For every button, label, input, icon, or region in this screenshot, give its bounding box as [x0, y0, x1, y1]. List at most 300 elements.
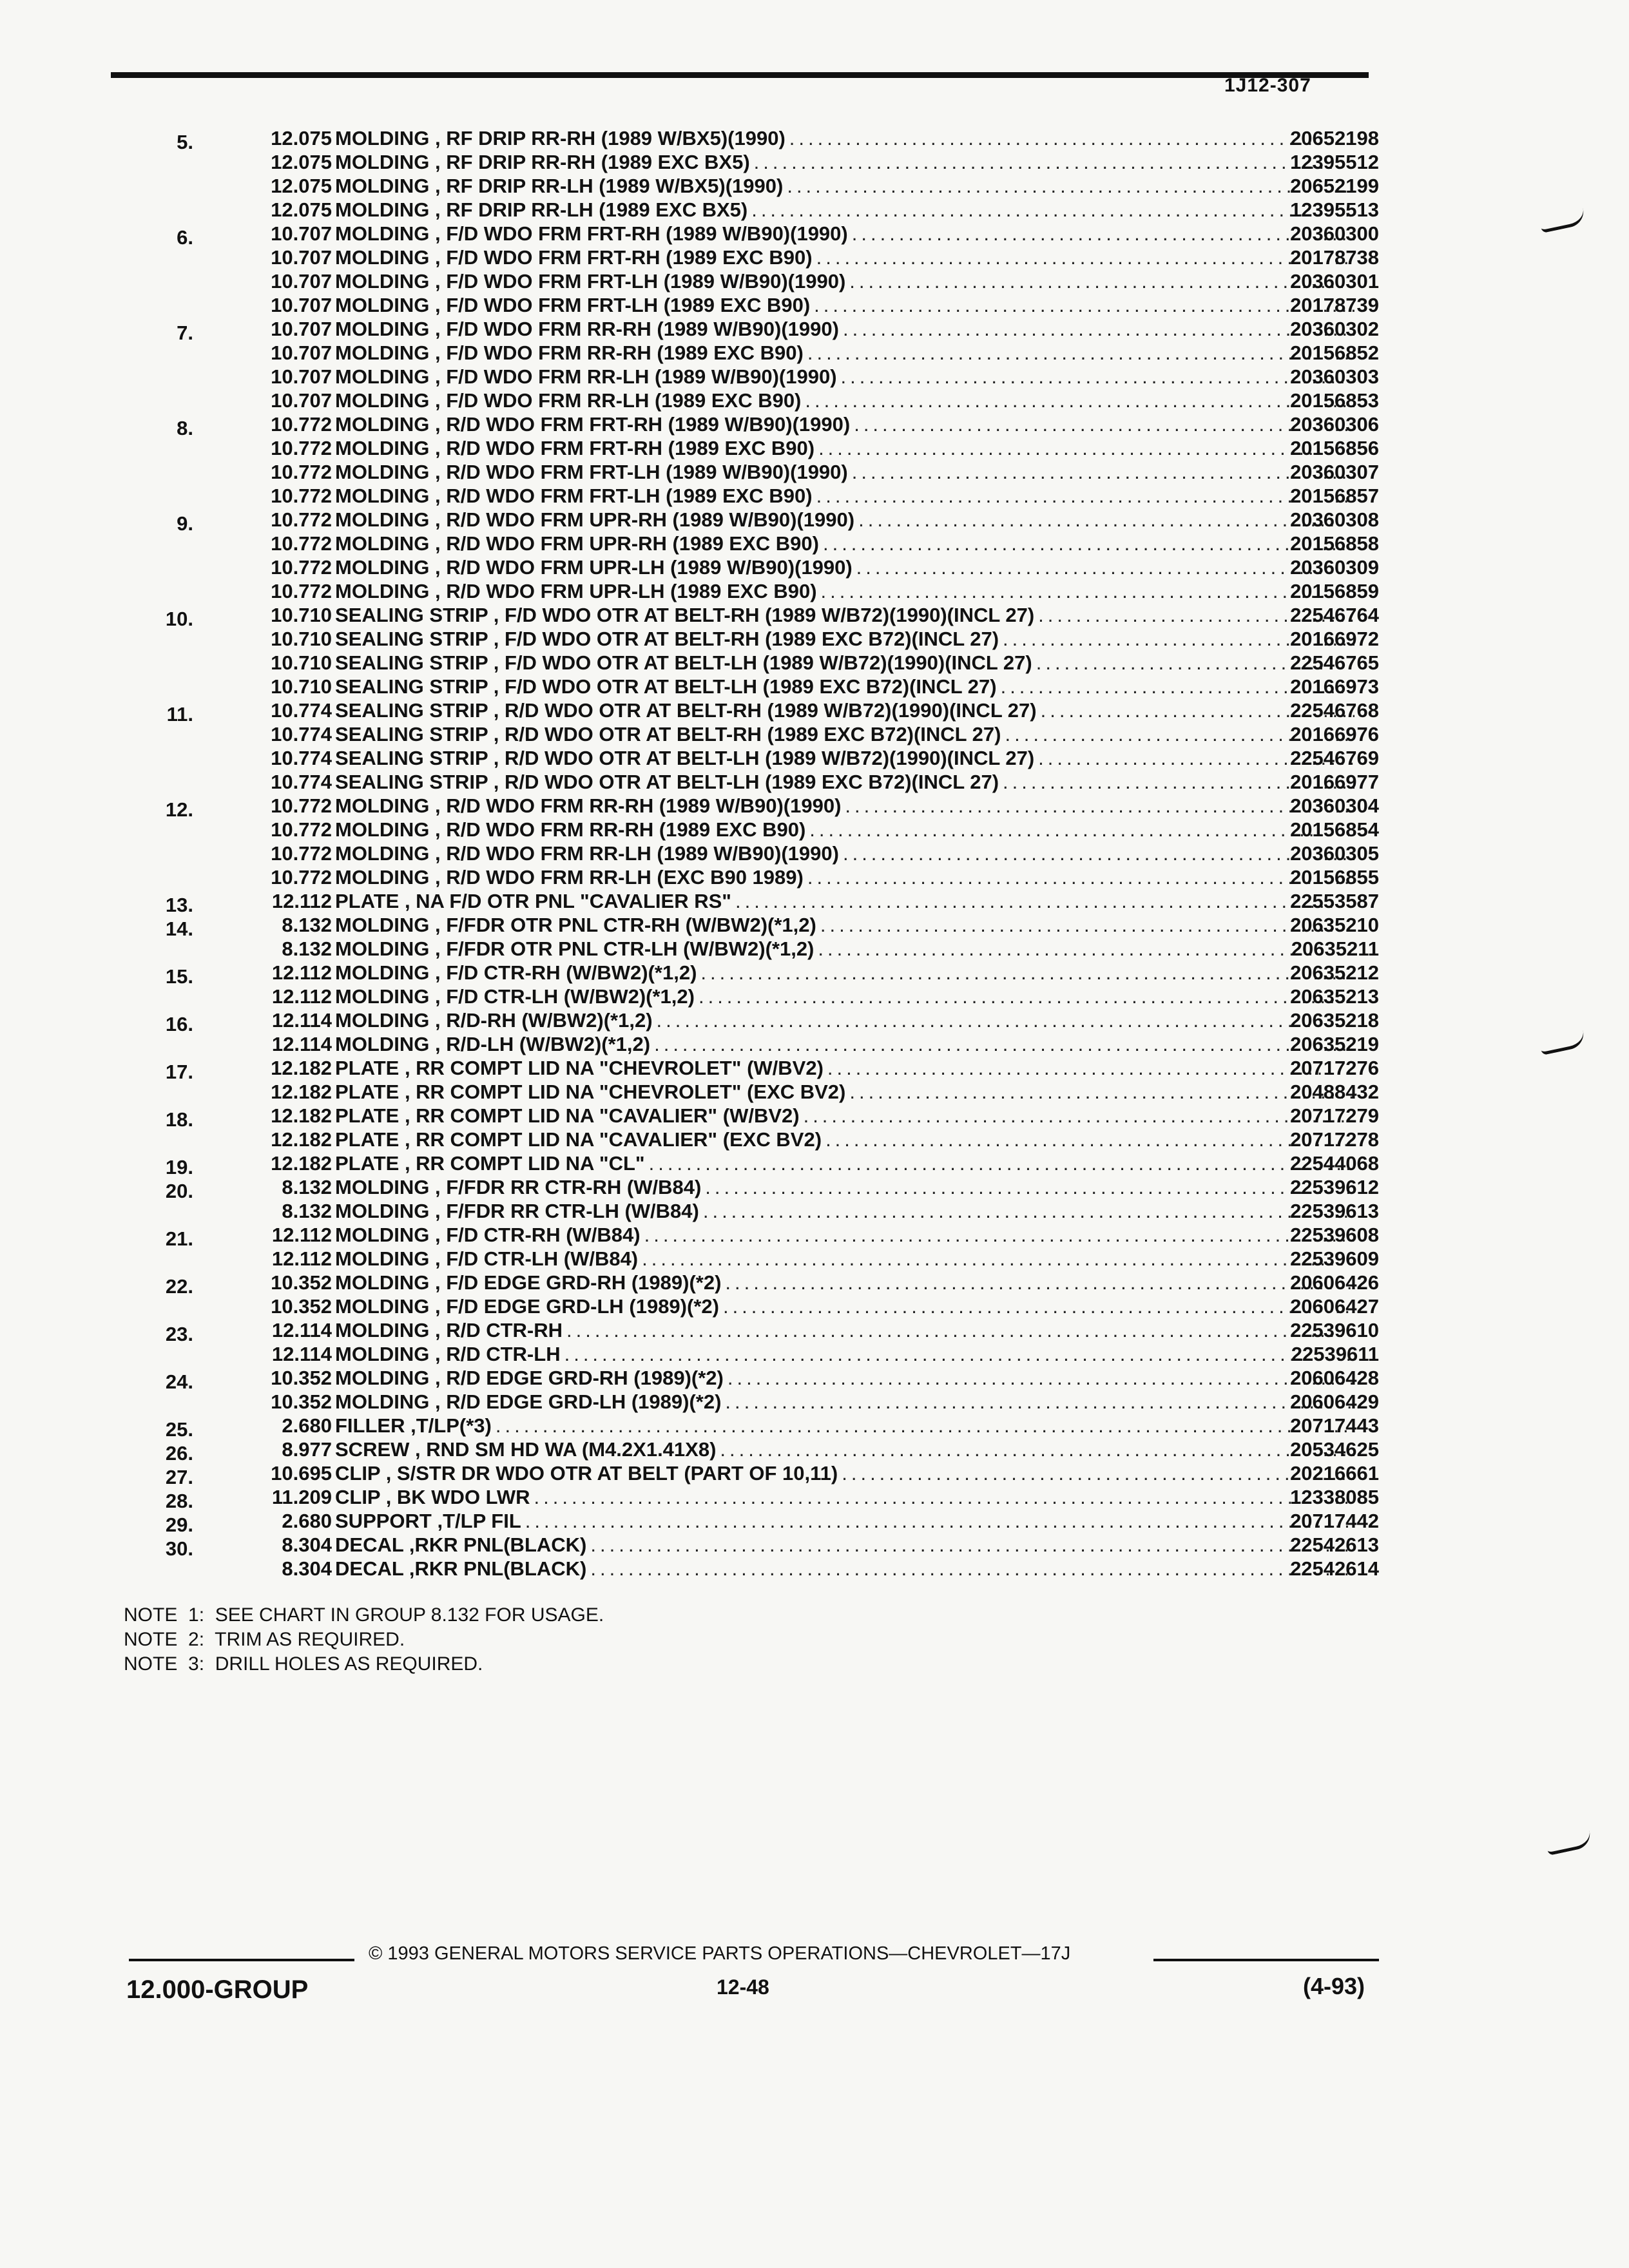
part-description-text — [335, 913, 820, 937]
part-row — [116, 1533, 1379, 1560]
part-description-text — [335, 222, 852, 245]
part-row — [116, 1199, 1379, 1223]
part-group-number: 12.112 — [271, 961, 332, 984]
part-number: 20156854 — [1290, 818, 1379, 841]
part-group-number: 8.132 — [282, 914, 332, 936]
part-detail: , F/FDR OTR PNL CTR-RH (W/BW2)(*1,2) — [435, 914, 816, 936]
part-name: MOLDING — [335, 580, 430, 602]
part-description — [335, 1128, 1354, 1151]
part-row — [116, 317, 1379, 344]
part-detail: , F/D EDGE GRD-RH (1989)(*2) — [435, 1271, 722, 1294]
part-description — [335, 579, 1354, 603]
part-group-number: 10.772 — [271, 413, 332, 436]
part-name: SEALING STRIP — [335, 675, 488, 698]
part-row — [116, 603, 1379, 630]
part-ref-number: 15. — [165, 965, 193, 988]
part-group-number: 10.352 — [271, 1271, 332, 1294]
part-group-number: 10.772 — [271, 580, 332, 602]
part-name: MOLDING — [335, 1295, 430, 1318]
part-group-number: 10.707 — [271, 246, 332, 269]
part-description-text — [335, 651, 1036, 675]
part-detail: , R/D WDO FRM UPR-RH (1989 EXC B90) — [435, 532, 819, 555]
part-description — [335, 675, 1354, 698]
part-detail: , R/D EDGE GRD-RH (1989)(*2) — [435, 1367, 724, 1389]
part-name: CLIP — [335, 1462, 381, 1485]
part-name: MOLDING — [335, 1247, 430, 1270]
part-description — [335, 460, 1354, 484]
part-number: 20156859 — [1290, 580, 1379, 602]
part-name: MOLDING — [335, 222, 430, 245]
part-group-number: 8.132 — [282, 937, 332, 960]
part-number: 20360306 — [1290, 413, 1379, 436]
part-name: SUPPORT — [335, 1510, 432, 1532]
part-detail: , RR COMPT LID NA "CHEVROLET" (W/BV2) — [404, 1057, 824, 1079]
part-detail: ,RKR PNL(BLACK) — [409, 1533, 587, 1556]
part-number: 22542614 — [1290, 1557, 1379, 1580]
part-row — [116, 1271, 1379, 1298]
part-detail: , R/D WDO FRM FRT-RH (1989 EXC B90) — [435, 437, 815, 459]
part-group-number: 10.772 — [271, 485, 332, 507]
part-name: DECAL — [335, 1557, 404, 1580]
part-detail: , R/D WDO FRM UPR-RH (1989 W/B90)(1990) — [435, 508, 855, 531]
part-number: 20166973 — [1290, 675, 1379, 698]
part-number: 20635218 — [1290, 1009, 1379, 1032]
part-number: 20360301 — [1290, 270, 1379, 293]
part-detail: , F/D EDGE GRD-LH (1989)(*2) — [435, 1295, 719, 1318]
part-detail: , R/D WDO OTR AT BELT-RH (1989 W/B72)(1990)(INCL 27) — [493, 699, 1037, 722]
part-description-text — [335, 150, 754, 174]
part-description-text — [335, 794, 845, 818]
part-row — [116, 794, 1379, 821]
part-number: 12395512 — [1290, 151, 1379, 173]
part-ref-number: 29. — [165, 1514, 193, 1536]
part-group-number: 12.114 — [271, 1319, 332, 1341]
part-description — [335, 865, 1354, 889]
part-ref-number: 8. — [177, 417, 193, 439]
part-description — [335, 1318, 1354, 1342]
part-group-number: 8.304 — [282, 1557, 332, 1580]
part-detail: , F/D CTR-LH (W/BW2)(*1,2) — [435, 985, 695, 1008]
part-number: 22546764 — [1290, 604, 1379, 626]
part-group-number: 12.075 — [271, 198, 332, 221]
part-detail: , R/D WDO FRM RR-LH (1989 W/B90)(1990) — [435, 842, 839, 865]
part-row — [116, 365, 1379, 389]
part-ref-number: 13. — [165, 894, 193, 916]
part-number: 20156855 — [1290, 866, 1379, 889]
part-ref-number: 30. — [165, 1537, 193, 1560]
part-number: 20360307 — [1290, 461, 1379, 483]
part-description — [335, 222, 1354, 245]
part-row — [116, 1175, 1379, 1202]
part-description-text — [335, 1294, 723, 1318]
part-group-number: 12.114 — [271, 1009, 332, 1032]
part-ref-number: 12. — [165, 798, 193, 821]
part-name: SEALING STRIP — [335, 604, 488, 626]
part-ref-number: 18. — [165, 1108, 193, 1131]
part-description — [335, 484, 1354, 508]
part-row — [116, 1342, 1379, 1366]
part-name: MOLDING — [335, 151, 430, 173]
part-description-text — [335, 1080, 849, 1104]
part-description — [335, 317, 1354, 341]
part-detail: , R/D WDO FRM RR-LH (EXC B90 1989) — [435, 866, 804, 889]
part-description-text — [335, 985, 699, 1008]
part-number: 22539611 — [1291, 1343, 1379, 1365]
part-group-number: 10.772 — [271, 818, 332, 841]
part-name: PLATE — [335, 1081, 400, 1103]
part-number: 20635219 — [1290, 1033, 1379, 1055]
part-description — [335, 1533, 1354, 1557]
part-description — [335, 365, 1354, 389]
part-row — [116, 746, 1379, 770]
part-description-text — [335, 603, 1038, 627]
part-group-number: 10.695 — [271, 1462, 332, 1485]
part-description — [335, 1056, 1354, 1080]
part-ref-number: 27. — [165, 1466, 193, 1488]
footer-right-rule — [1153, 1959, 1379, 1961]
part-group-number: 10.352 — [271, 1367, 332, 1389]
part-detail: , R/D WDO FRM FRT-LH (1989 W/B90)(1990) — [435, 461, 848, 483]
part-row — [116, 508, 1379, 535]
part-name: PLATE — [335, 1104, 400, 1127]
part-row — [116, 579, 1379, 603]
part-description — [335, 555, 1354, 579]
part-description-text — [335, 484, 816, 508]
part-group-number: 10.707 — [271, 318, 332, 340]
part-detail: , R/D WDO OTR AT BELT-LH (1989 W/B72)(1990)(INCL 27) — [493, 747, 1035, 769]
part-name: MOLDING — [335, 532, 430, 555]
part-description — [335, 913, 1354, 937]
part-description-text — [335, 1247, 642, 1271]
footer-left-rule — [129, 1959, 354, 1961]
part-description — [335, 1271, 1354, 1294]
part-name: DECAL — [335, 1533, 404, 1556]
part-description-text — [335, 1128, 825, 1151]
part-name: MOLDING — [335, 508, 430, 531]
part-row — [116, 1294, 1379, 1318]
part-number: 22539612 — [1290, 1176, 1379, 1198]
part-number: 20216661 — [1290, 1462, 1379, 1485]
part-row — [116, 1151, 1379, 1178]
part-detail: , F/D WDO FRM RR-LH (1989 EXC B90) — [435, 389, 802, 412]
part-number: 20635213 — [1290, 985, 1379, 1008]
part-detail: , R/D CTR-RH — [435, 1319, 563, 1341]
part-row — [116, 1080, 1379, 1104]
dot-leader — [525, 1509, 1354, 1533]
part-name: SEALING STRIP — [335, 628, 488, 650]
part-detail: , F/FDR OTR PNL CTR-LH (W/BW2)(*1,2) — [435, 937, 815, 960]
part-name: MOLDING — [335, 866, 430, 889]
part-description — [335, 269, 1354, 293]
part-detail: , F/D CTR-RH (W/BW2)(*1,2) — [435, 961, 697, 984]
part-number: 20166976 — [1290, 723, 1379, 745]
part-detail: , RND SM HD WA (M4.2X1.41X8) — [415, 1438, 717, 1461]
part-name: PLATE — [335, 1128, 400, 1151]
part-description — [335, 1080, 1354, 1104]
part-detail: , F/D WDO FRM RR-RH (1989 W/B90)(1990) — [435, 318, 839, 340]
part-description-text — [335, 627, 1003, 651]
part-description — [335, 1032, 1354, 1056]
part-name: MOLDING — [335, 341, 430, 364]
part-number: 22539608 — [1290, 1224, 1379, 1246]
part-description — [335, 436, 1354, 460]
part-number: 22539610 — [1290, 1319, 1379, 1341]
part-row — [116, 1366, 1379, 1393]
part-description — [335, 293, 1354, 317]
part-number: 20635211 — [1291, 937, 1379, 960]
date-code: (4-93) — [1303, 1973, 1365, 1999]
binding-mark — [1545, 1831, 1593, 1856]
part-group-number: 10.710 — [271, 628, 332, 650]
part-description — [335, 1247, 1354, 1271]
part-row — [116, 341, 1379, 365]
part-row — [116, 484, 1379, 508]
part-row — [116, 245, 1379, 269]
part-description — [335, 1414, 1354, 1437]
part-description — [335, 841, 1354, 865]
part-detail: , F/D WDO FRM RR-LH (1989 W/B90)(1990) — [435, 365, 837, 388]
part-name: MOLDING — [335, 198, 430, 221]
part-description-text — [335, 841, 843, 865]
part-description — [335, 1437, 1354, 1461]
part-name: MOLDING — [335, 485, 430, 507]
part-group-number: 8.132 — [282, 1176, 332, 1198]
part-description-text — [335, 1008, 657, 1032]
part-group-number: 10.774 — [271, 723, 332, 745]
part-number: 20717276 — [1290, 1057, 1379, 1079]
part-detail: , F/D WDO FRM FRT-LH (1989 EXC B90) — [435, 294, 811, 316]
part-name: MOLDING — [335, 175, 430, 197]
part-number: 20606429 — [1290, 1390, 1379, 1413]
part-row — [116, 1223, 1379, 1250]
part-detail: , S/STR DR WDO OTR AT BELT (PART OF 10,11) — [385, 1462, 838, 1485]
part-detail: , F/D WDO FRM FRT-LH (1989 W/B90)(1990) — [435, 270, 846, 293]
part-row — [116, 722, 1379, 746]
part-description — [335, 1461, 1354, 1485]
part-detail: , RF DRIP RR-LH (1989 W/BX5)(1990) — [435, 175, 784, 197]
part-ref-number: 11. — [166, 703, 193, 726]
part-description-text — [335, 1175, 705, 1199]
part-number: 22546765 — [1290, 651, 1379, 674]
part-name: MOLDING — [335, 461, 430, 483]
part-name: MOLDING — [335, 1224, 430, 1246]
part-group-number: 10.352 — [271, 1295, 332, 1318]
part-description-text — [335, 460, 852, 484]
part-detail: , R/D WDO FRM RR-RH (1989 W/B90)(1990) — [435, 794, 842, 817]
part-number: 20360300 — [1290, 222, 1379, 245]
part-name: MOLDING — [335, 1319, 430, 1341]
part-description — [335, 341, 1354, 365]
part-detail: , R/D WDO OTR AT BELT-LH (1989 EXC B72)(INCL 27) — [493, 771, 999, 793]
part-row — [116, 889, 1379, 916]
part-group-number: 10.707 — [271, 294, 332, 316]
part-description-text — [335, 1437, 720, 1461]
part-group-number: 12.112 — [271, 890, 332, 912]
part-number: 20717443 — [1290, 1414, 1379, 1437]
part-name: MOLDING — [335, 294, 430, 316]
part-detail: , F/D WDO OTR AT BELT-RH (1989 EXC B72)(INCL 27) — [493, 628, 999, 650]
part-description — [335, 1485, 1354, 1509]
part-description-text — [335, 412, 854, 436]
part-group-number: 10.772 — [271, 461, 332, 483]
part-number: 22539609 — [1290, 1247, 1379, 1270]
part-description — [335, 126, 1354, 150]
part-row — [116, 961, 1379, 988]
part-description — [335, 961, 1354, 985]
part-name: MOLDING — [335, 842, 430, 865]
part-detail: , NA F/D OTR PNL "CAVALIER RS" — [404, 890, 731, 912]
part-detail: , F/D CTR-LH (W/B84) — [435, 1247, 639, 1270]
part-row — [116, 150, 1379, 174]
part-group-number: 12.182 — [271, 1128, 332, 1151]
part-description-text — [335, 1199, 703, 1223]
part-description-text — [335, 1509, 525, 1533]
part-group-number: 8.132 — [282, 1200, 332, 1222]
part-description-text — [335, 1366, 728, 1390]
part-row — [116, 222, 1379, 249]
part-description — [335, 1390, 1354, 1414]
part-description-text — [335, 818, 809, 841]
part-detail: , R/D-RH (W/BW2)(*1,2) — [435, 1009, 653, 1032]
part-ref-number: 23. — [165, 1323, 193, 1345]
part-group-number: 12.075 — [271, 127, 332, 149]
part-description-text — [335, 1032, 654, 1056]
part-name: MOLDING — [335, 818, 430, 841]
part-group-number: 2.680 — [282, 1414, 332, 1437]
binding-mark — [1539, 208, 1586, 233]
part-ref-number: 14. — [165, 918, 193, 940]
part-name: PLATE — [335, 890, 400, 912]
part-row — [116, 532, 1379, 555]
part-number: 20360305 — [1290, 842, 1379, 865]
part-group-number: 12.182 — [271, 1152, 332, 1175]
part-description-text — [335, 1414, 496, 1437]
part-description — [335, 1294, 1354, 1318]
part-name: MOLDING — [335, 1343, 430, 1365]
part-row — [116, 1390, 1379, 1414]
part-description — [335, 508, 1354, 532]
part-ref-number: 17. — [165, 1061, 193, 1083]
part-detail: , R/D WDO OTR AT BELT-RH (1989 EXC B72)(INCL 27) — [493, 723, 1001, 745]
part-ref-number: 7. — [177, 322, 193, 344]
part-description-text — [335, 436, 818, 460]
part-group-number: 10.772 — [271, 556, 332, 579]
part-description-text — [335, 1485, 534, 1509]
part-description-text — [335, 1461, 842, 1485]
part-description-text — [335, 555, 856, 579]
part-group-number: 10.772 — [271, 794, 332, 817]
part-description-text — [335, 937, 818, 961]
part-description-text — [335, 1056, 827, 1080]
part-group-number: 10.772 — [271, 532, 332, 555]
part-name: MOLDING — [335, 937, 430, 960]
part-row — [116, 1485, 1379, 1512]
part-ref-number: 22. — [165, 1275, 193, 1298]
part-row — [116, 1414, 1379, 1441]
dot-leader — [496, 1414, 1354, 1437]
part-description — [335, 1008, 1354, 1032]
part-description — [335, 412, 1354, 436]
part-group-number: 12.112 — [271, 985, 332, 1008]
part-description-text — [335, 532, 823, 555]
part-detail: , RF DRIP RR-RH (1989 W/BX5)(1990) — [435, 127, 786, 149]
part-description — [335, 1104, 1354, 1128]
part-group-number: 10.710 — [271, 675, 332, 698]
part-group-number: 10.710 — [271, 604, 332, 626]
part-number: 20360303 — [1290, 365, 1379, 388]
part-description-text — [335, 317, 843, 341]
part-group-number: 2.680 — [282, 1510, 332, 1532]
part-name: SEALING STRIP — [335, 699, 488, 722]
part-number: 22546768 — [1290, 699, 1379, 722]
part-description-text — [335, 1342, 564, 1366]
part-row — [116, 770, 1379, 794]
part-row — [116, 1509, 1379, 1536]
part-row — [116, 627, 1379, 651]
part-description-text — [335, 1223, 644, 1247]
part-number: 20488432 — [1290, 1081, 1379, 1103]
part-row — [116, 1437, 1379, 1465]
part-description-text — [335, 1390, 725, 1414]
part-description — [335, 245, 1354, 269]
part-row — [116, 1008, 1379, 1035]
part-row — [116, 174, 1379, 198]
part-row — [116, 389, 1379, 412]
part-detail: , R/D-LH (W/BW2)(*1,2) — [435, 1033, 651, 1055]
part-name: SEALING STRIP — [335, 771, 488, 793]
part-group-number: 10.707 — [271, 222, 332, 245]
part-detail: , BK WDO LWR — [385, 1486, 530, 1508]
part-group-number: 10.772 — [271, 508, 332, 531]
part-name: MOLDING — [335, 127, 430, 149]
parts-list — [116, 126, 1379, 1581]
part-row — [116, 1461, 1379, 1488]
part-detail: , F/D WDO FRM FRT-RH (1989 EXC B90) — [435, 246, 813, 269]
part-name: SEALING STRIP — [335, 651, 488, 674]
part-description-text — [335, 1151, 649, 1175]
part-detail: , RR COMPT LID NA "CAVALIER" (EXC BV2) — [404, 1128, 822, 1151]
part-name: MOLDING — [335, 365, 430, 388]
part-description — [335, 1509, 1354, 1533]
part-description-text — [335, 889, 735, 913]
part-number: 20156852 — [1290, 341, 1379, 364]
part-description — [335, 1342, 1354, 1366]
part-number: 12395513 — [1290, 198, 1379, 221]
part-description — [335, 698, 1354, 722]
part-group-number: 12.114 — [271, 1343, 332, 1365]
part-name: SCREW — [335, 1438, 410, 1461]
part-ref-number: 6. — [177, 226, 193, 249]
part-number: 22546769 — [1290, 747, 1379, 769]
part-group-number: 10.774 — [271, 699, 332, 722]
part-group-number: 12.114 — [271, 1033, 332, 1055]
part-row — [116, 1318, 1379, 1345]
part-name: MOLDING — [335, 1033, 430, 1055]
part-number: 20717442 — [1290, 1510, 1379, 1532]
part-ref-number: 9. — [177, 512, 193, 535]
part-description — [335, 722, 1354, 746]
part-description-text — [335, 1318, 566, 1342]
part-row — [116, 698, 1379, 726]
part-description-text — [335, 1557, 590, 1581]
part-name: MOLDING — [335, 1390, 430, 1413]
notes — [124, 1603, 604, 1677]
part-number: 22544068 — [1290, 1152, 1379, 1175]
part-detail: , F/FDR RR CTR-RH (W/B84) — [435, 1176, 702, 1198]
part-detail: , R/D WDO FRM FRT-RH (1989 W/B90)(1990) — [435, 413, 851, 436]
part-ref-number: 19. — [165, 1156, 193, 1178]
part-group-number: 10.772 — [271, 842, 332, 865]
